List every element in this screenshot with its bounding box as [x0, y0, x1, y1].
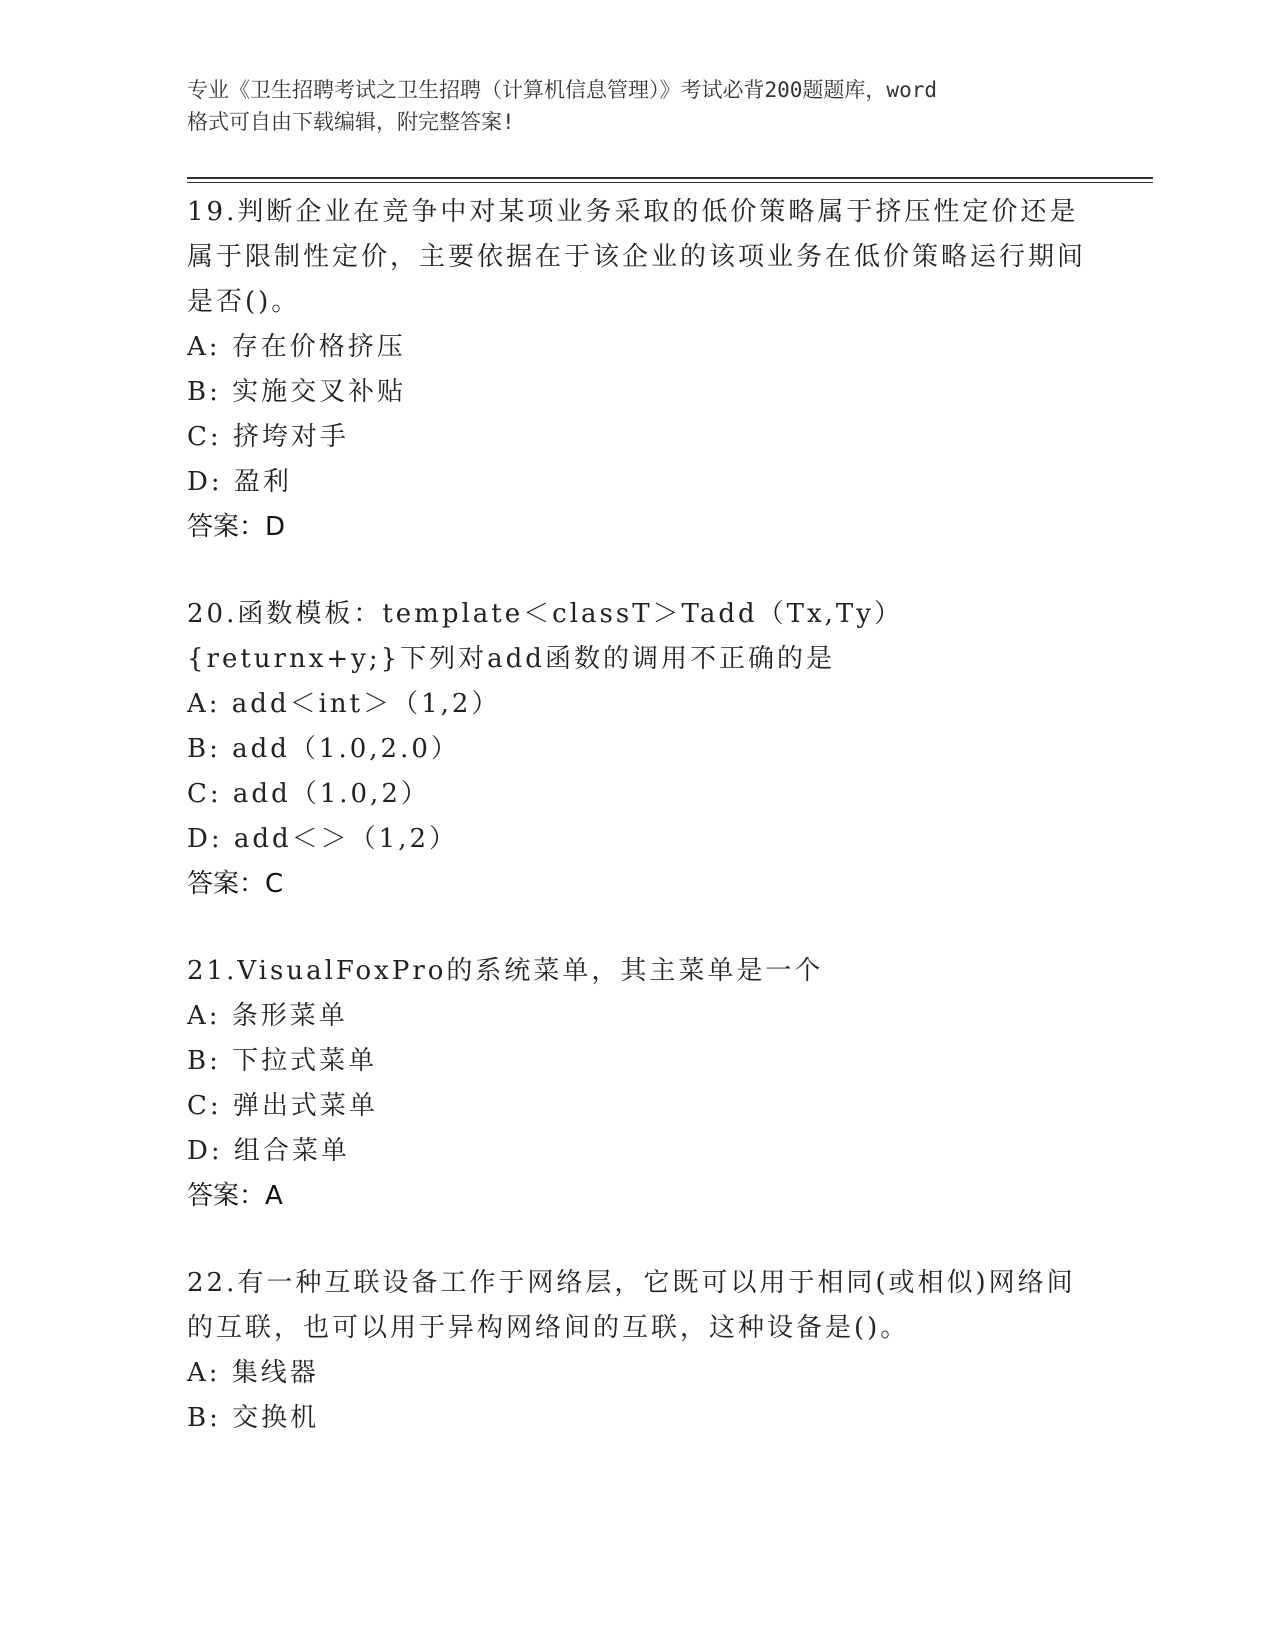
option-a: A: 存在价格挤压 — [187, 332, 406, 362]
header-divider-thin — [187, 182, 1153, 183]
option-d: D: 盈利 — [187, 467, 292, 497]
answer-line: 答案：D — [187, 512, 286, 542]
question-stem: 22.有一种互联设备工作于网络层，它既可以用于相同(或相似)网络间的互联，也可以用于异构网络间的互联，这种设备是()。 — [187, 1268, 1076, 1343]
option-c: C: 弹出式菜单 — [187, 1091, 378, 1121]
answer-line: 答案：C — [187, 869, 284, 899]
question-stem: 20.函数模板：template＜classT＞Tadd（Tx,Ty）{returnx+y;}下列对add函数的调用不正确的是 — [187, 599, 903, 674]
option-d: D: add＜＞（1,2） — [187, 824, 459, 854]
option-b: B: 交换机 — [187, 1403, 320, 1433]
question-21 — [187, 949, 1087, 1219]
option-a: A: 集线器 — [187, 1358, 319, 1388]
option-d: D: 组合菜单 — [187, 1136, 350, 1166]
header-line-1: 专业《卫生招聘考试之卫生招聘（计算机信息管理）》考试必背200题题库，word — [187, 78, 937, 102]
option-b: B: 下拉式菜单 — [187, 1046, 378, 1076]
option-a: A: add＜int＞（1,2） — [187, 689, 501, 719]
header-line-2: 格式可自由下载编辑，附完整答案! — [187, 110, 515, 134]
option-c: C: add（1.0,2） — [187, 779, 430, 809]
option-a: A: 条形菜单 — [187, 1001, 348, 1031]
question-list — [187, 190, 1087, 1483]
question-19 — [187, 190, 1087, 550]
question-22 — [187, 1261, 1087, 1441]
question-20 — [187, 592, 1087, 907]
header-divider-thick — [187, 177, 1153, 179]
document-header — [187, 74, 1087, 138]
answer-line: 答案：A — [187, 1181, 283, 1211]
question-stem: 21.VisualFoxPro的系统菜单，其主菜单是一个 — [187, 956, 824, 986]
question-stem: 19.判断企业在竞争中对某项业务采取的低价策略属于挤压性定价还是属于限制性定价，主要依据在于该企业的该项业务在低价策略运行期间是否()。 — [187, 197, 1087, 317]
option-b: B: 实施交叉补贴 — [187, 377, 407, 407]
option-b: B: add（1.0,2.0） — [187, 734, 460, 764]
option-c: C: 挤垮对手 — [187, 422, 349, 452]
